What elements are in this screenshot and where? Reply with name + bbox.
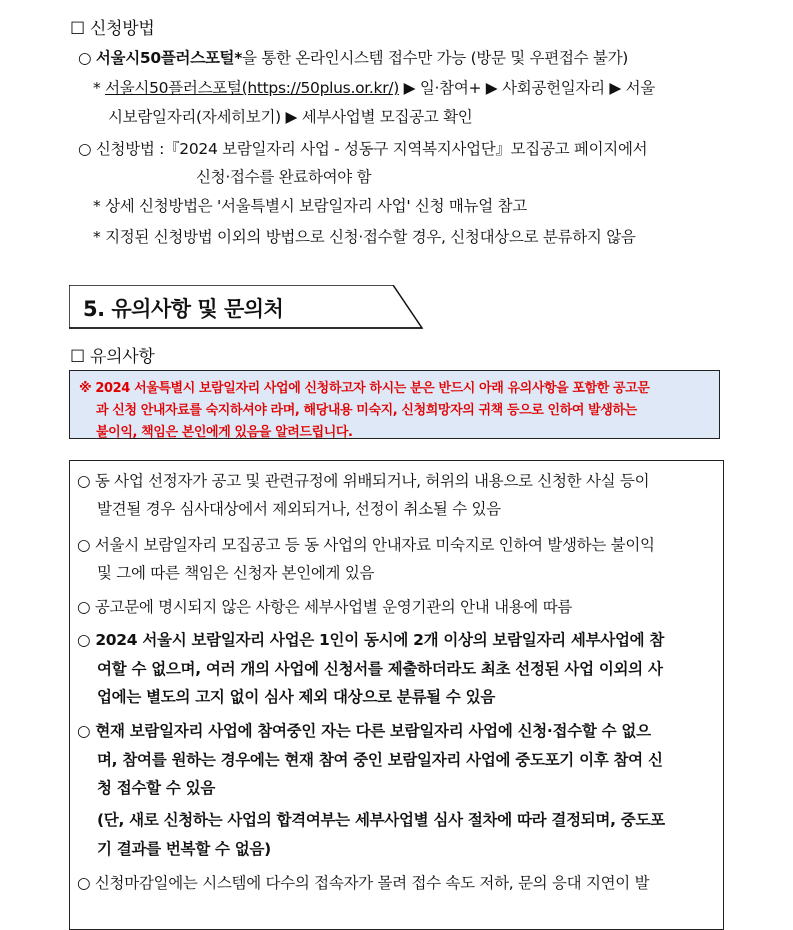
section-title: 5. 유의사항 및 문의처 <box>83 297 284 321</box>
cautions-box <box>69 460 724 930</box>
apply-item-online-text: 을 통한 온라인시스템 접수만 가능 (방문 및 우편접수 불가) <box>242 49 629 67</box>
caution-2-line-1: ○ 서울시 보람일자리 모집공고 등 동 사업의 안내자료 미숙지로 인하여 발생하는 불이익 <box>77 536 655 554</box>
radio-circle-icon: ○ <box>78 140 96 158</box>
portal-link[interactable]: 서울시50플러스포털(https://50plus.or.kr/) <box>105 79 399 97</box>
notice-box <box>69 370 720 439</box>
caution-5-line-1: ○ 현재 보람일자리 사업에 참여중인 자는 다른 보람일자리 사업에 신청·접수할 수 없으 <box>77 722 651 740</box>
caution-5-line-2: 며, 참여를 원하는 경우에는 현재 참여 중인 보람일자리 사업에 중도포기 이후 참여 신 <box>97 751 663 769</box>
caution-1-line-1: ○ 동 사업 선정자가 공고 및 관련규정에 위배되거나, 허위의 내용으로 신청한 사실 등이 <box>77 472 650 490</box>
apply-heading: ☐ 신청방법 <box>70 19 155 39</box>
cautions-heading: ☐ 유의사항 <box>70 347 155 367</box>
caution-4-line-2: 여할 수 없으며, 여러 개의 사업에 신청서를 제출하더라도 최초 선정된 사업 이외의 사 <box>97 660 663 678</box>
apply-item-online <box>78 46 628 68</box>
caution-5-line-5: 기 결과를 번복할 수 없음) <box>97 840 271 858</box>
portal-note-prefix: * <box>93 79 106 97</box>
apply-note-excluded: * 지정된 신청방법 이외의 방법으로 신청·접수할 경우, 신청대상으로 분류하지 않음 <box>93 228 636 246</box>
portal-note-line2: 시보람일자리(자세히보기) ▶ 세부사업별 모집공고 확인 <box>108 108 473 126</box>
apply-method-line2: 신청·접수를 완료하여야 함 <box>196 168 372 186</box>
caution-5-line-3: 청 접수할 수 있음 <box>97 779 216 797</box>
notice-line-1: ※ 2024 서울특별시 보람일자리 사업에 신청하고자 하시는 분은 반드시 아래 유의사항을 포함한 공고문 <box>79 381 650 396</box>
section-title-box <box>69 285 422 328</box>
portal-name: 서울시50플러스포털* <box>95 49 243 67</box>
portal-note-path: ▶ 일·참여+ ▶ 사회공헌일자리 ▶ 서울 <box>398 79 655 97</box>
apply-item-method <box>78 137 647 159</box>
notice-line-2: 과 신청 안내자료를 숙지하셔야 라며, 해당내용 미숙지, 신청희망자의 귀책 등으로 인하여 발생하는 <box>96 403 637 418</box>
caution-2-line-2: 및 그에 따른 책임은 신청자 본인에게 있음 <box>97 564 375 582</box>
caution-1-line-2: 발견될 경우 심사대상에서 제외되거나, 선정이 취소될 수 있음 <box>97 500 501 518</box>
apply-method-text: 신청방법 :『2024 보람일자리 사업 - 성동구 지역복지사업단』모집공고 페이지에서 <box>95 140 648 158</box>
caution-6: ○ 신청마감일에는 시스템에 다수의 접속자가 몰려 접수 속도 저하, 문의 응대 지연이 발 <box>77 874 650 892</box>
caution-4-line-3: 업에는 별도의 고지 없이 심사 제외 대상으로 분류될 수 있음 <box>97 688 496 706</box>
apply-note-manual: * 상세 신청방법은 '서울특별시 보람일자리 사업' 신청 매뉴얼 참고 <box>93 197 527 215</box>
caution-4-line-1: ○ 2024 서울시 보람일자리 사업은 1인이 동시에 2개 이상의 보람일자리 세부사업에 참 <box>77 631 665 649</box>
portal-note <box>93 76 655 98</box>
caution-3: ○ 공고문에 명시되지 않은 사항은 세부사업별 운영기관의 안내 내용에 따름 <box>77 598 573 616</box>
caution-5-line-4: (단, 새로 신청하는 사업의 합격여부는 세부사업별 심사 절차에 따라 결정되며, 중도포 <box>97 811 665 829</box>
notice-line-3: 불이익, 책임은 본인에게 있음을 알려드립니다. <box>96 425 353 440</box>
radio-circle-icon: ○ <box>78 49 96 67</box>
